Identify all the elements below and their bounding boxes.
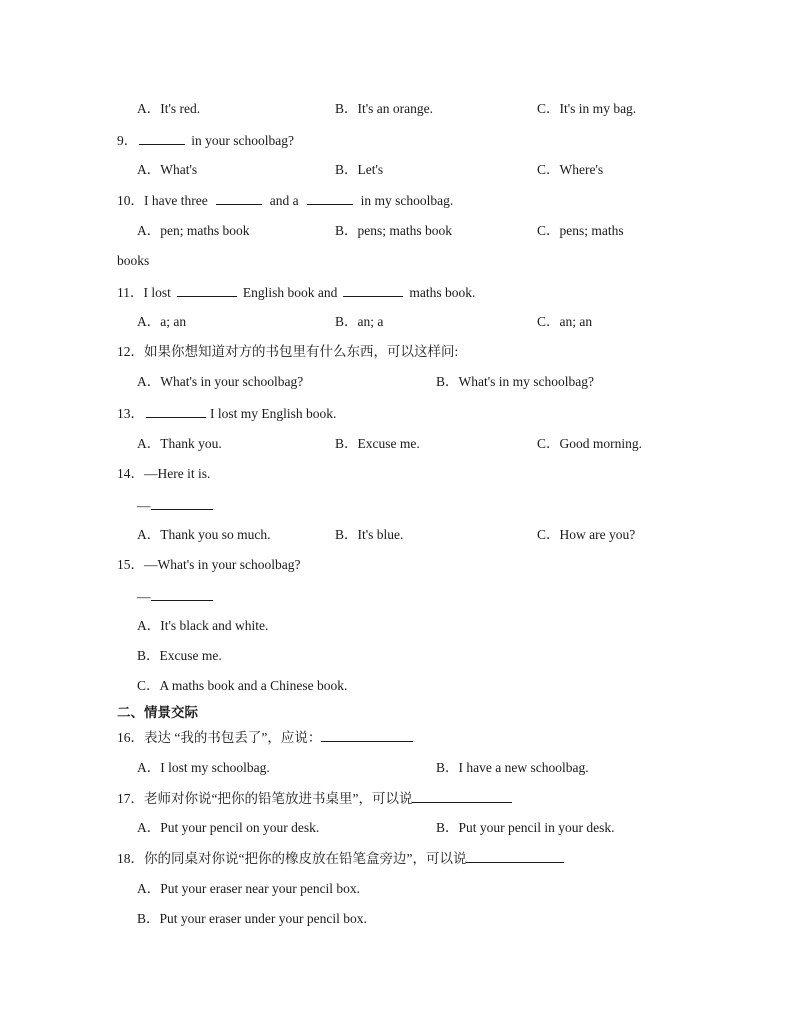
option-c[interactable]: C．Good morning. <box>537 436 643 451</box>
dash: — <box>137 589 151 604</box>
question-number: 9． <box>117 133 138 148</box>
option-b[interactable]: B．Excuse me. <box>335 436 420 451</box>
question-text: 12．如果你想知道对方的书包里有什么东西，可以这样问: <box>117 344 459 359</box>
option-b[interactable]: B．I have a new schoolbag. <box>436 760 589 775</box>
option-a[interactable]: A．I lost my schoolbag. <box>137 760 270 775</box>
question-text <box>117 849 564 868</box>
question-text-tail: in your schoolbag? <box>191 133 294 148</box>
option-a[interactable]: A．Thank you so much. <box>137 527 271 542</box>
answer-blank[interactable] <box>216 191 262 205</box>
answer-blank[interactable] <box>466 849 564 863</box>
option-c[interactable]: C．How are you? <box>537 527 636 542</box>
question-text <box>117 131 294 150</box>
option-a[interactable]: A．It's red. <box>137 101 201 116</box>
answer-blank[interactable] <box>307 191 353 205</box>
question-number: 10．I have three <box>117 193 208 208</box>
option-a[interactable]: A．It's black and white. <box>137 618 269 633</box>
dash: — <box>137 498 151 513</box>
option-b[interactable]: B．Put your eraser under your pencil box. <box>137 911 367 926</box>
option-a[interactable]: A．Put your pencil on your desk. <box>137 820 320 835</box>
option-c[interactable]: C．pens; maths <box>537 223 624 238</box>
answer-blank[interactable] <box>151 587 213 601</box>
question-text <box>117 191 453 210</box>
question-number: 11．I lost <box>117 285 171 300</box>
option-c[interactable]: C．an; an <box>537 314 593 329</box>
option-b[interactable]: B．Put your pencil in your desk. <box>436 820 615 835</box>
answer-blank[interactable] <box>139 131 185 145</box>
question-number: 13． <box>117 406 144 421</box>
answer-blank[interactable] <box>151 496 213 510</box>
question-prompt: 18．你的同桌对你说“把你的橡皮放在铅笔盒旁边”，可以说 <box>117 851 467 866</box>
option-c[interactable]: C．Where's <box>537 162 604 177</box>
option-c[interactable]: C．It's in my bag. <box>537 101 637 116</box>
question-prompt: 17．老师对你说“把你的铅笔放进书桌里”，可以说 <box>117 791 413 806</box>
option-c-wrap: books <box>117 253 150 268</box>
option-a[interactable]: A．What's <box>137 162 198 177</box>
question-text <box>117 404 336 423</box>
option-c[interactable]: C．A maths book and a Chinese book. <box>137 678 348 693</box>
option-a[interactable]: A．pen; maths book <box>137 223 250 238</box>
option-b[interactable]: B．Let's <box>335 162 384 177</box>
answer-blank[interactable] <box>177 283 237 297</box>
option-a[interactable]: A．Put your eraser near your pencil box. <box>137 881 361 896</box>
option-a[interactable]: A．What's in your schoolbag? <box>137 374 304 389</box>
question-text-middle: and a <box>269 193 299 208</box>
question-text-tail: I lost my English book. <box>210 406 337 421</box>
section-heading: 二、情景交际 <box>117 705 198 721</box>
answer-blank[interactable] <box>343 283 403 297</box>
question-text-end: maths book. <box>409 285 476 300</box>
question-text: 15．—What's in your schoolbag? <box>117 557 301 572</box>
question-text <box>117 789 512 808</box>
question-text-end: in my schoolbag. <box>360 193 454 208</box>
question-text-middle: English book and <box>242 285 338 300</box>
question-text: 14．—Here it is. <box>117 466 211 481</box>
response-line <box>137 587 213 606</box>
response-line <box>137 496 213 515</box>
option-a[interactable]: A．a; an <box>137 314 187 329</box>
option-b[interactable]: B．pens; maths book <box>335 223 452 238</box>
option-b[interactable]: B．What's in my schoolbag? <box>436 374 595 389</box>
question-prompt: 16．表达 “我的书包丢了”，应说： <box>117 730 322 745</box>
option-b[interactable]: B．Excuse me. <box>137 648 222 663</box>
answer-blank[interactable] <box>412 789 512 803</box>
option-b[interactable]: B．It's an orange. <box>335 101 434 116</box>
option-b[interactable]: B．an; a <box>335 314 384 329</box>
answer-blank[interactable] <box>321 728 413 742</box>
option-a[interactable]: A．Thank you. <box>137 436 222 451</box>
answer-blank[interactable] <box>146 404 206 418</box>
question-text <box>117 283 475 302</box>
option-b[interactable]: B．It's blue. <box>335 527 404 542</box>
question-text <box>117 728 413 747</box>
